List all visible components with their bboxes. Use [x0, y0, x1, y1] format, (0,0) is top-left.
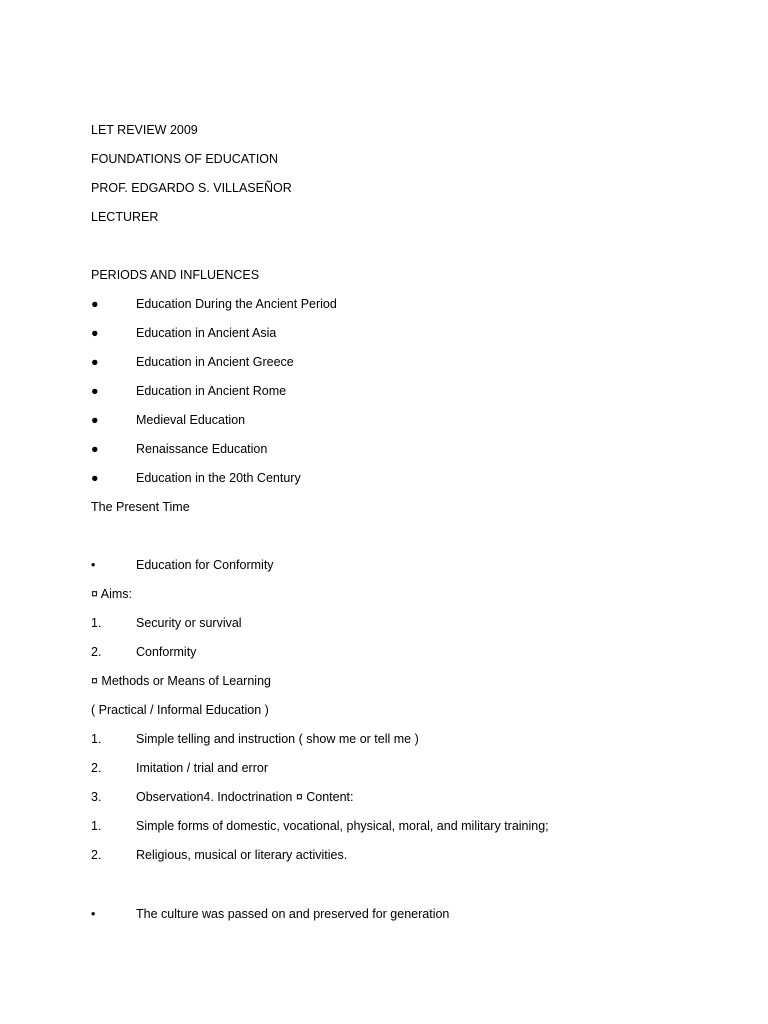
- bullet-marker: ●: [91, 384, 99, 398]
- header-professor: PROF. EDGARDO S. VILLASEÑOR: [91, 181, 292, 195]
- periods-heading: PERIODS AND INFLUENCES: [91, 268, 260, 282]
- list-item: Education in the 20th Century: [136, 471, 301, 485]
- methods-heading: ¤ Methods or Means of Learning: [91, 674, 271, 688]
- list-number: 1.: [91, 732, 102, 746]
- list-number: 2.: [91, 645, 102, 659]
- list-item: Conformity: [136, 645, 197, 659]
- header-review-title: LET REVIEW 2009: [91, 123, 198, 137]
- list-item: Security or survival: [136, 616, 242, 630]
- list-item: Education in Ancient Rome: [136, 384, 287, 398]
- list-item: Education During the Ancient Period: [136, 297, 337, 311]
- list-number: 2.: [91, 761, 102, 775]
- list-number: 1.: [91, 616, 102, 630]
- header-role: LECTURER: [91, 210, 159, 224]
- bullet-marker: ●: [91, 442, 99, 456]
- list-item: Religious, musical or literary activities.: [136, 848, 348, 862]
- list-item: Imitation / trial and error: [136, 761, 268, 775]
- methods-subheading: ( Practical / Informal Education ): [91, 703, 269, 717]
- list-number: 3.: [91, 790, 102, 804]
- list-item: Simple forms of domestic, vocational, physical, moral, and military training;: [136, 819, 549, 833]
- bullet-marker: •: [91, 558, 96, 572]
- list-item: Education in Ancient Asia: [136, 326, 277, 340]
- aims-heading: ¤ Aims:: [91, 587, 132, 601]
- present-time-label: The Present Time: [91, 500, 190, 514]
- closing-text: The culture was passed on and preserved for generation: [136, 907, 450, 921]
- bullet-marker: ●: [91, 355, 99, 369]
- bullet-marker: ●: [91, 326, 99, 340]
- list-item: Medieval Education: [136, 413, 246, 427]
- list-number: 1.: [91, 819, 102, 833]
- bullet-marker: ●: [91, 471, 99, 485]
- list-number: 2.: [91, 848, 102, 862]
- list-item: Renaissance Education: [136, 442, 268, 456]
- list-item: Observation4. Indoctrination ¤ Content:: [136, 790, 354, 804]
- list-item: Simple telling and instruction ( show me or tell me ): [136, 732, 419, 746]
- list-item: Education in Ancient Greece: [136, 355, 294, 369]
- bullet-marker: ●: [91, 297, 99, 311]
- bullet-marker: •: [91, 907, 96, 921]
- bullet-marker: ●: [91, 413, 99, 427]
- conformity-title: Education for Conformity: [136, 558, 274, 572]
- header-subject: FOUNDATIONS OF EDUCATION: [91, 152, 279, 166]
